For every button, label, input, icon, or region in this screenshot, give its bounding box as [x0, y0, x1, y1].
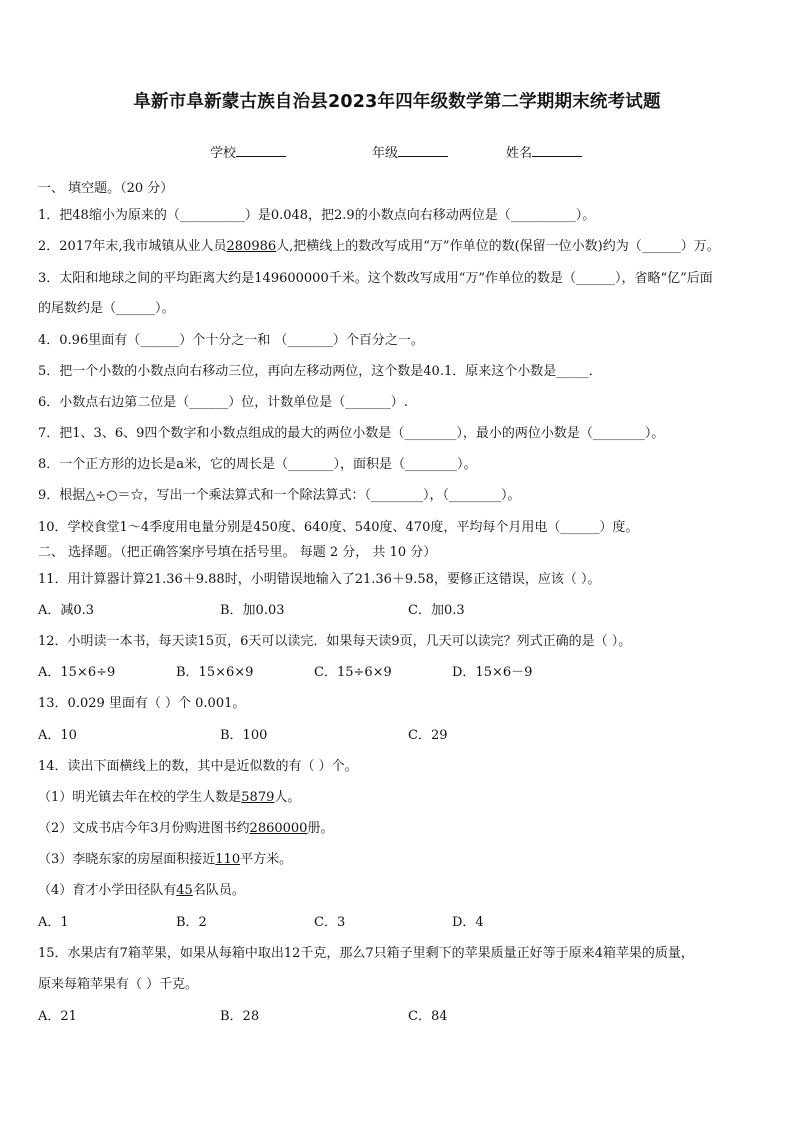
item-underlined-number: 110 [215, 852, 241, 867]
section-heading-fill: 一、 填空题。（20 分） [38, 181, 174, 196]
question-4: 4．0.96里面有（______）个十分之一和 （_______）个百分之一。 [38, 333, 424, 348]
page-title: 阜新市阜新蒙古族自治县2023年四年级数学第二学期期末统考试题 [133, 92, 661, 112]
item-underlined-number: 5879 [241, 790, 275, 805]
option-b[interactable]: B．2 [176, 915, 207, 930]
option-a[interactable]: A．减0.3 [38, 603, 95, 618]
option-d[interactable]: D．4 [452, 915, 484, 930]
section-heading-choice: 二、 选择题。（把正确答案序号填在括号里。 每题 2 分， 共 10 分） [38, 545, 437, 560]
name-label: 姓名 [506, 146, 533, 161]
grade-field[interactable] [372, 142, 448, 161]
option-c[interactable]: C．加0.3 [408, 603, 465, 618]
option-b[interactable]: B．15×6×9 [176, 665, 254, 680]
school-blank[interactable] [236, 145, 286, 157]
question-14: 14．读出下面横线上的数，其中是近似数的有（ ）个。 [38, 759, 358, 774]
question-2-text-b: 人,把横线上的数改写成用“万”作单位的数(保留一位小数)约为（______）万。 [276, 239, 720, 254]
option-d[interactable]: D．15×6－9 [452, 665, 533, 680]
school-field[interactable] [210, 142, 286, 161]
option-c[interactable]: C．29 [408, 728, 448, 743]
item-text-a: （2）文成书店今年3月份购进图书约 [38, 821, 250, 836]
question-9: 9．根据△÷○＝☆，写出一个乘法算式和一个除法算式：（________），（________）。 [38, 488, 521, 503]
question-7: 7．把1、3、6、9四个数字和小数点组成的最大的两位小数是（________），最小的两位小数是（________）。 [38, 426, 665, 441]
question-15-cont: 原来每箱苹果有（ ）千克。 [38, 977, 199, 992]
option-b[interactable]: B．28 [220, 1009, 260, 1024]
question-2-underlined: 280986 [226, 239, 277, 254]
option-c[interactable]: C．3 [314, 915, 346, 930]
option-a[interactable]: A．15×6÷9 [38, 665, 116, 680]
question-14-item-3 [38, 851, 764, 869]
question-3: 3．太阳和地球之间的平均距离大约是149600000千米。这个数改写成用“万”作单位的数是（______），省略“亿”后面 [38, 271, 713, 286]
question-13: 13．0.029 里面有（ ）个 0.001。 [38, 696, 246, 711]
option-a[interactable]: A．10 [38, 728, 77, 743]
question-3-cont: 的尾数约是（______）。 [38, 301, 175, 316]
question-14-item-1 [38, 789, 764, 807]
question-11: 11．用计算器计算21.36＋9.88时，小明错误地输入了21.36＋9.58，要修正这错误，应该（ ）。 [38, 572, 601, 587]
item-text-b: 册。 [307, 821, 334, 836]
question-5: 5．把一个小数的小数点向右移动三位，再向左移动两位，这个数是40.1．原来这个小数是_____． [38, 364, 602, 379]
name-field[interactable] [506, 142, 582, 161]
question-6: 6．小数点右边第二位是（______）位，计数单位是（_______）. [38, 395, 408, 410]
item-text-b: 名队员。 [192, 883, 245, 898]
question-15: 15．水果店有7箱苹果，如果从每箱中取出12千克，那么7只箱子里剩下的苹果质量正好等于原来4箱苹果的质量， [38, 946, 694, 961]
name-blank[interactable] [532, 145, 582, 157]
question-2-text-a: 2．2017年末,我市城镇从业人员 [38, 239, 227, 254]
item-underlined-number: 45 [176, 883, 193, 898]
item-text-a: （3）李晓东家的房屋面积接近 [38, 852, 216, 867]
item-text-a: （1）明光镇去年在校的学生人数是 [38, 790, 242, 805]
item-underlined-number: 2860000 [249, 821, 308, 836]
option-a[interactable]: A．1 [38, 915, 69, 930]
grade-blank[interactable] [398, 145, 448, 157]
grade-label: 年级 [372, 146, 399, 161]
item-text-b: 人。 [274, 790, 301, 805]
question-14-item-4 [38, 882, 764, 900]
option-a[interactable]: A．21 [38, 1009, 77, 1024]
item-text-b: 平方米。 [240, 852, 293, 867]
school-label: 学校 [210, 146, 237, 161]
option-c[interactable]: C．84 [408, 1009, 448, 1024]
item-text-a: （4）育才小学田径队有 [38, 883, 177, 898]
question-1: 1．把48缩小为原来的（__________）是0.048，把2.9的小数点向右移动两位是（__________）。 [38, 208, 596, 223]
question-8: 8．一个正方形的边长是a米，它的周长是（_______），面积是（________）。 [38, 457, 477, 472]
question-10: 10．学校食堂1～4季度用电量分别是450度、640度、540度、470度，平均每个月用电（______）度。 [38, 520, 639, 535]
question-2 [38, 238, 764, 256]
question-12: 12．小明读一本书，每天读15页，6天可以读完．如果每天读9页，几天可以读完？列式正确的是（ ）。 [38, 634, 632, 649]
question-14-item-2 [38, 820, 764, 838]
option-c[interactable]: C．15÷6×9 [314, 665, 392, 680]
option-b[interactable]: B．加0.03 [220, 603, 285, 618]
option-b[interactable]: B．100 [220, 728, 268, 743]
